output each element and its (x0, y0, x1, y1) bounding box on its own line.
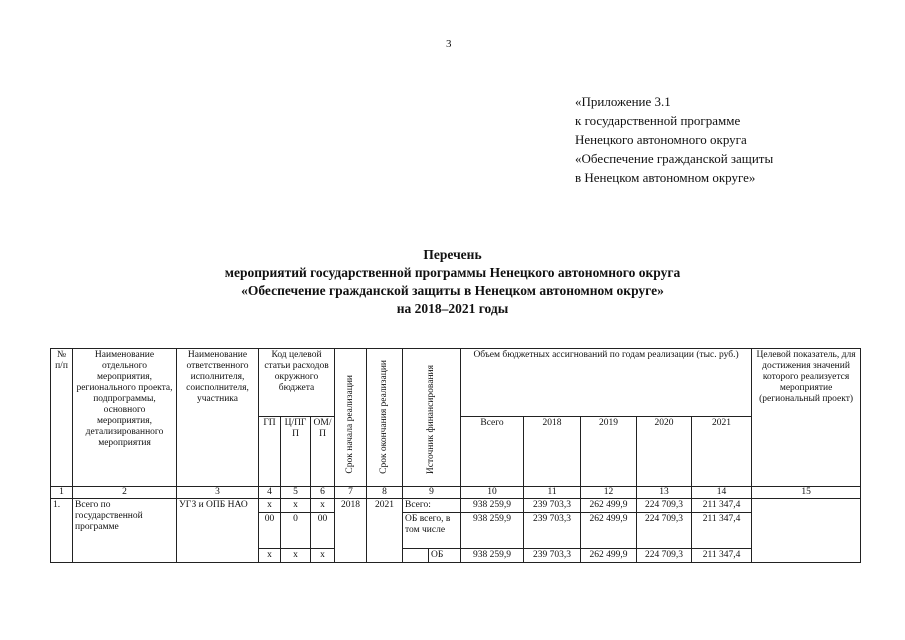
row-code-om: х (311, 549, 335, 563)
col-number: 8 (367, 487, 403, 499)
col-number: 3 (177, 487, 259, 499)
row-code-om: 00 (311, 513, 335, 549)
row-code-om: х (311, 499, 335, 513)
header-start-text: Срок начала реализации (345, 375, 356, 474)
col-number: 1 (51, 487, 73, 499)
col-number: 11 (524, 487, 581, 499)
row-name: Всего по государственной программе (73, 499, 177, 563)
title-line: мероприятий государственной программы Ненецкого автономного округа (224, 265, 681, 280)
col-number: 12 (581, 487, 637, 499)
row-2020: 224 709,3 (637, 549, 692, 563)
row-source: ОБ всего, в том числе (403, 513, 461, 549)
row-target (752, 499, 861, 563)
row-source-indent (403, 549, 429, 563)
header-source (403, 349, 461, 487)
row-code-cpg: 0 (281, 513, 311, 549)
row-2020: 224 709,3 (637, 513, 692, 549)
header-source-text: Источник финансирования (426, 364, 437, 474)
header-2019: 2019 (581, 417, 637, 487)
row-2018: 239 703,3 (524, 499, 581, 513)
page-number: 3 (446, 38, 452, 50)
appendix-line: в Ненецком автономном округе» (575, 170, 756, 185)
row-executor: УГЗ и ОПБ НАО (177, 499, 259, 563)
row-source: Всего: (403, 499, 461, 513)
col-number: 13 (637, 487, 692, 499)
header-code: Код целевой статьи расходов окружного бюджета (259, 349, 335, 417)
row-start: 2018 (335, 499, 367, 563)
row-total: 938 259,9 (461, 513, 524, 549)
row-2019: 262 499,9 (581, 549, 637, 563)
row-2019: 262 499,9 (581, 513, 637, 549)
row-code-gp: х (259, 499, 281, 513)
header-total: Всего (461, 417, 524, 487)
row-2021: 211 347,4 (692, 499, 752, 513)
header-code-gp: ГП (259, 417, 281, 487)
row-2018: 239 703,3 (524, 513, 581, 549)
title-line: «Обеспечение гражданской защиты в Ненецком автономном округе» (241, 283, 664, 298)
appendix-block (575, 92, 773, 187)
title-line: Перечень (423, 247, 482, 262)
row-2018: 239 703,3 (524, 549, 581, 563)
header-code-om: ОМ/ П (311, 417, 335, 487)
col-number: 10 (461, 487, 524, 499)
header-2020: 2020 (637, 417, 692, 487)
row-code-cpg: х (281, 499, 311, 513)
header-code-cpg: Ц/ПГ П (281, 417, 311, 487)
header-num: № п/п (51, 349, 73, 487)
document-title (0, 246, 905, 318)
row-total: 938 259,9 (461, 499, 524, 513)
appendix-line: Ненецкого автономного округа (575, 132, 747, 147)
row-2020: 224 709,3 (637, 499, 692, 513)
col-number: 6 (311, 487, 335, 499)
row-2019: 262 499,9 (581, 499, 637, 513)
measures-table (50, 348, 856, 563)
header-start (335, 349, 367, 487)
appendix-line: «Приложение 3.1 (575, 94, 671, 109)
row-code-gp: 00 (259, 513, 281, 549)
row-num: 1. (51, 499, 73, 563)
col-number: 4 (259, 487, 281, 499)
header-end (367, 349, 403, 487)
row-total: 938 259,9 (461, 549, 524, 563)
header-budget: Объем бюджетных ассигнований по годам реализации (тыс. руб.) (461, 349, 752, 417)
header-2018: 2018 (524, 417, 581, 487)
row-code-cpg: х (281, 549, 311, 563)
col-number: 14 (692, 487, 752, 499)
header-target: Целевой показатель, для достижения значений которого реализуется мероприятие (региональный проект) (752, 349, 861, 487)
col-number: 2 (73, 487, 177, 499)
col-number: 5 (281, 487, 311, 499)
col-number: 9 (403, 487, 461, 499)
appendix-line: «Обеспечение гражданской защиты (575, 151, 774, 166)
row-code-gp: х (259, 549, 281, 563)
title-line: на 2018–2021 годы (396, 301, 509, 316)
row-2021: 211 347,4 (692, 549, 752, 563)
appendix-line: к государственной программе (575, 113, 741, 128)
header-2021: 2021 (692, 417, 752, 487)
col-number: 7 (335, 487, 367, 499)
col-number: 15 (752, 487, 861, 499)
header-end-text: Срок окончания реализации (379, 360, 390, 474)
header-executor: Наименование ответственного исполнителя, соисполнителя, участника (177, 349, 259, 487)
row-2021: 211 347,4 (692, 513, 752, 549)
row-source: ОБ (429, 549, 461, 563)
header-name: Наименование отдельного мероприятия, регионального проекта, подпрограммы, основного мероприятия, детализированного мероприятия (73, 349, 177, 487)
row-end: 2021 (367, 499, 403, 563)
